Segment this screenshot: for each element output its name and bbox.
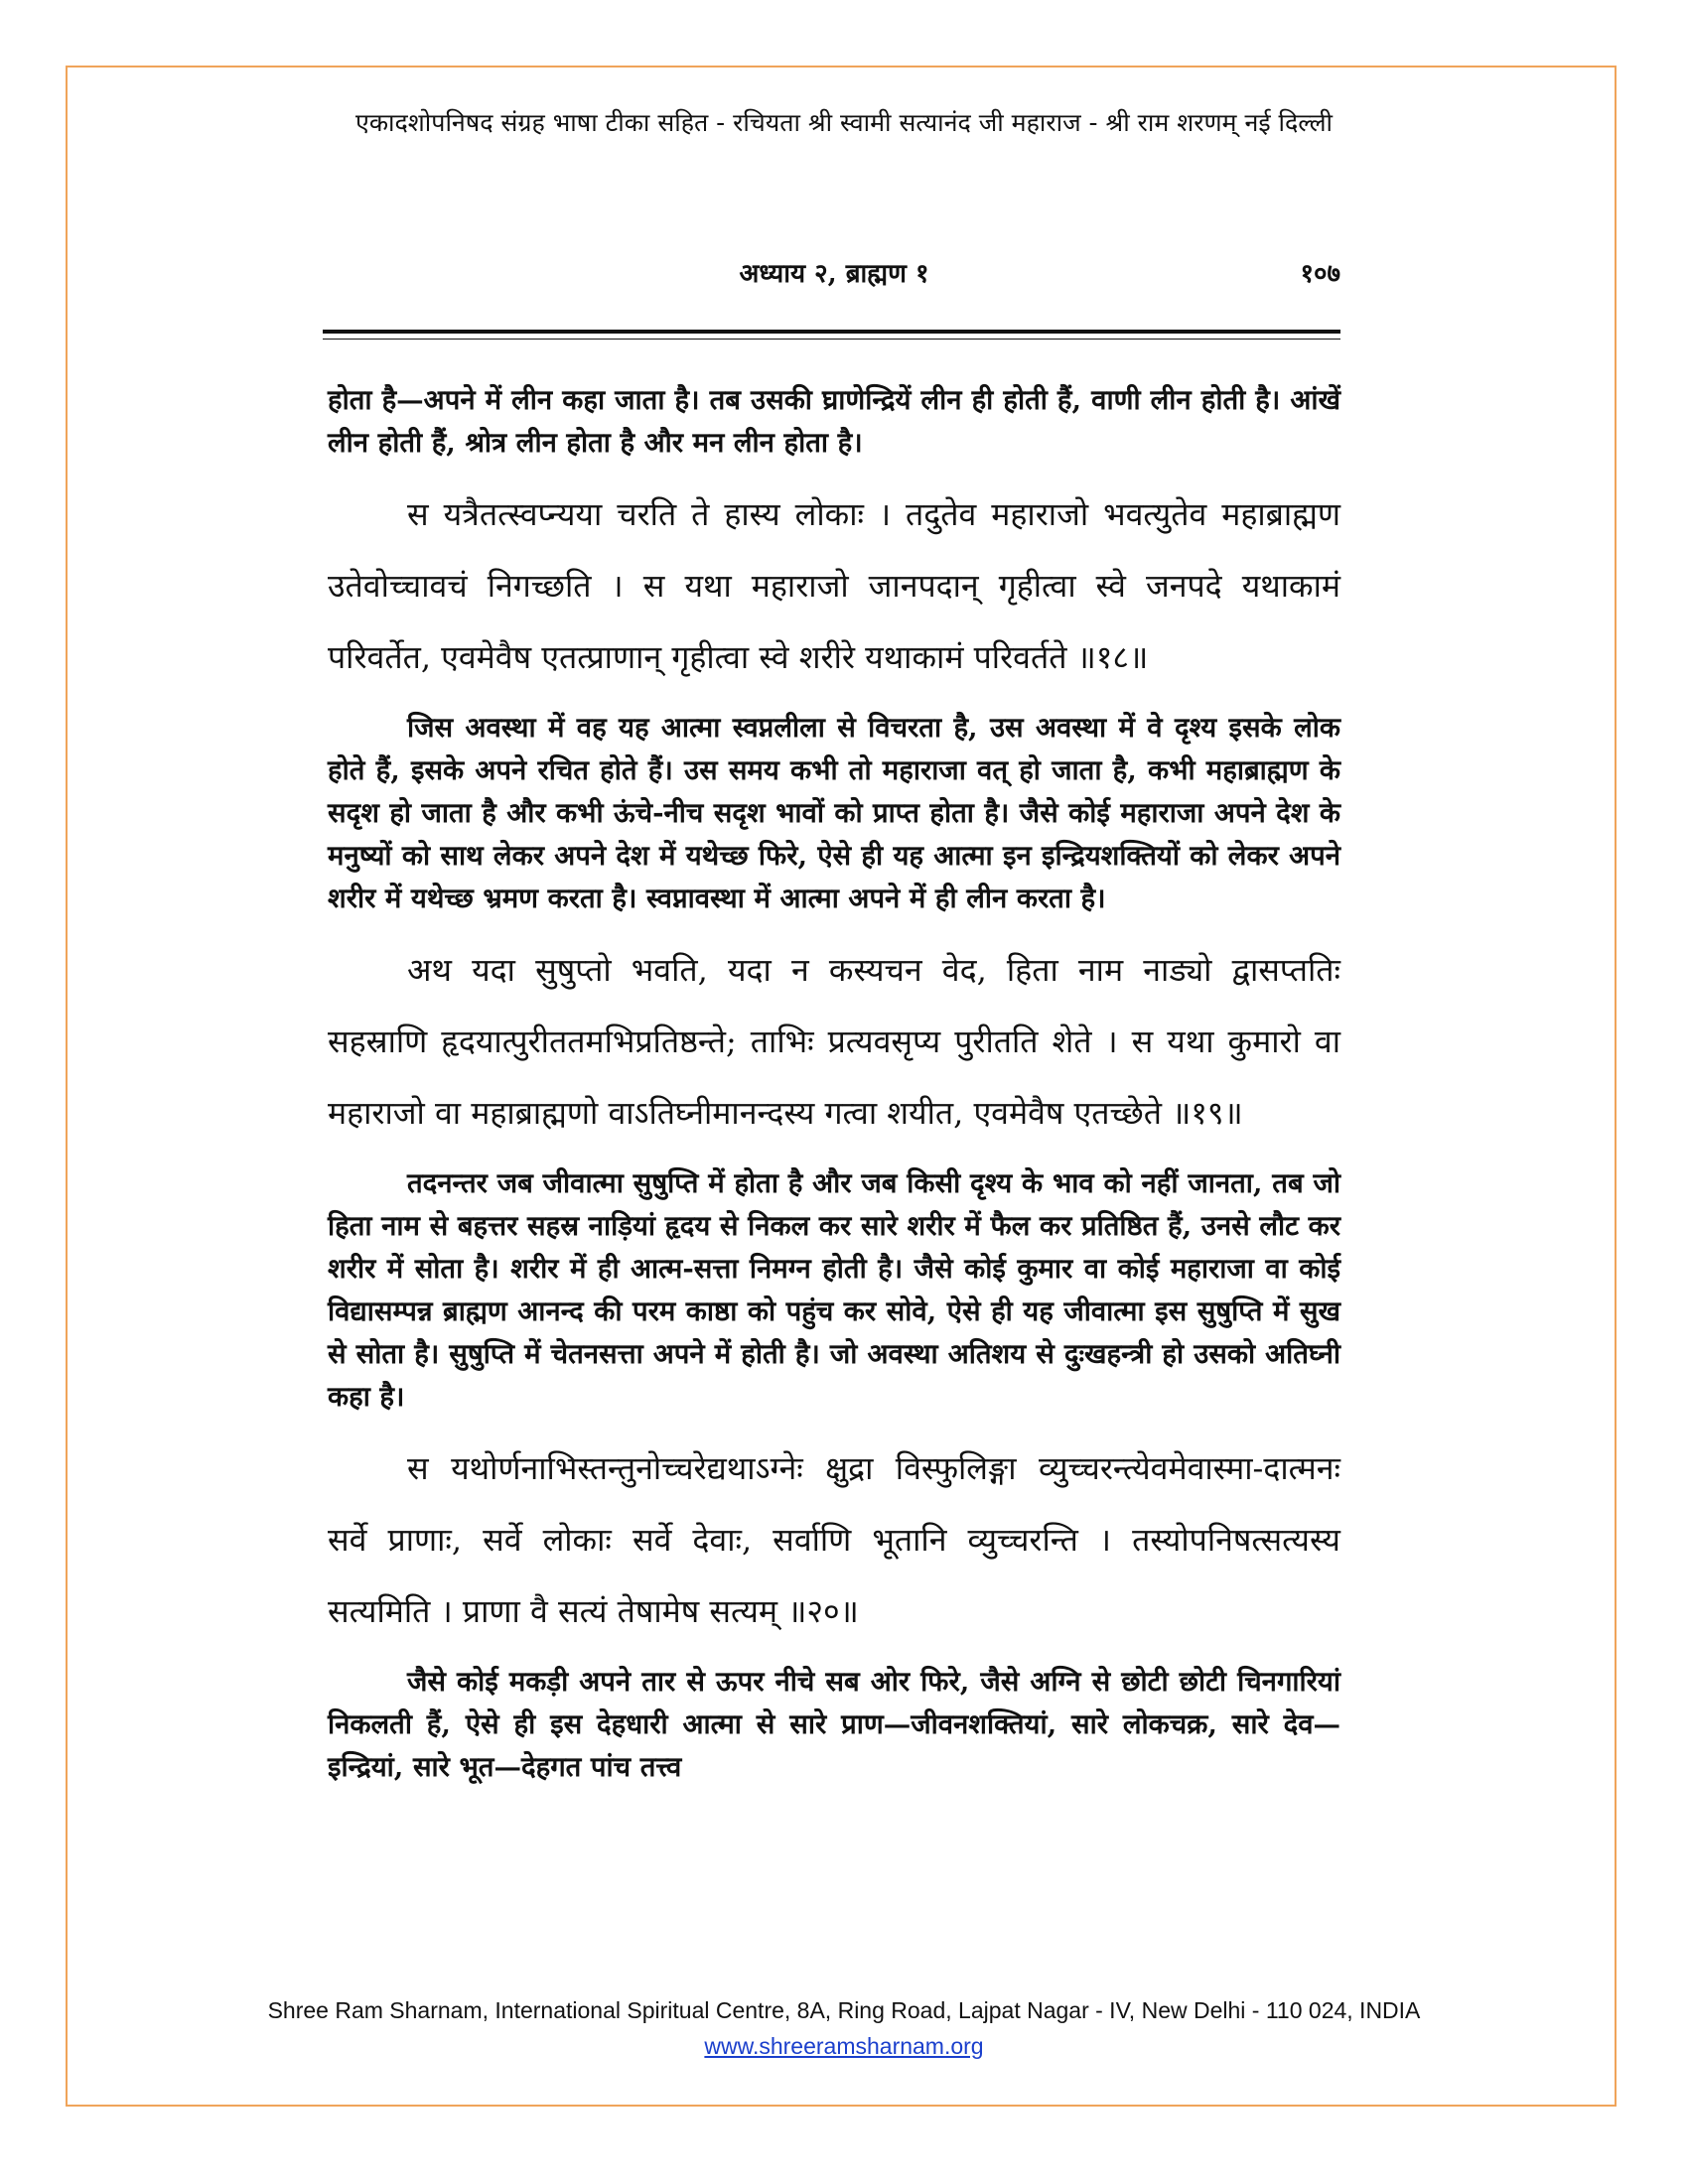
verse-sanskrit: अथ यदा सुषुप्तो भवति, यदा न कस्यचन वेद, हिता नाम नाड्यो द्वासप्ततिः सहस्राणि हृदयात्पुरीततमभिप्रतिष्ठन्ते; ताभिः प्रत्यवसृप्य पुरीतति शेते । स यथा कुमारो वा महाराजो वा महाब्राह्मणो वाऽतिघ्नीमानन्दस्य गत्वा शयीत, एवमेवैष एतच्छेते ॥१९॥	[328, 951, 1340, 1132]
header-rule-thin	[323, 339, 1340, 340]
paragraph-hindi: होता है—अपने में लीन कहा जाता है। तब उसकी घ्राणेन्द्रियें लीन ही होती हैं, वाणी लीन होती है। आंखें लीन होती हैं, श्रोत्र लीन होता है और मन लीन होता है।	[328, 384, 1340, 459]
verse-sanskrit: स यत्रैतत्स्वप्न्यया चरति ते हास्य लोकाः । तदुतेव महाराजो भवत्युतेव महाब्राह्मण उतेवोच्चावचं निगच्छति । स यथा महाराजो जानपदान् गृहीत्वा स्वे जनपदे यथाकामं परिवर्तेत, एवमेवैष एतत्प्राणान् गृहीत्वा स्वे शरीरे यथाकामं परिवर्तते ॥१८॥	[328, 495, 1340, 676]
page-body	[328, 379, 1340, 1789]
document-header: एकादशोपनिषद संग्रह भाषा टीका सहित - रचियता श्री स्वामी सत्यानंद जी महाराज - श्री राम शरणम् नई दिल्ली	[355, 108, 1333, 137]
page-number: १०७	[1300, 259, 1340, 289]
paragraph-hindi: जिस अवस्था में वह यह आत्मा स्वप्नलीला से विचरता है, उस अवस्था में वे दृश्य इसके लोक होते हैं, इसके अपने रचित होते हैं। उस समय कभी तो महाराजा वत् हो जाता है, कभी महाब्राह्मण के सदृश हो जाता है और कभी ऊंचे-नीच सदृश भावों को प्राप्त होता है। जैसे कोई महाराजा अपने देश के मनुष्यों को साथ लेकर अपने देश में यथेच्छ फिरे, ऐसे ही यह आत्मा इन इन्द्रियशक्तियों को लेकर अपने शरीर में यथेच्छ भ्रमण करता है। स्वप्नावस्था में आत्मा अपने में ही लीन करता है।	[328, 712, 1340, 914]
footer-address: Shree Ram Sharnam, International Spiritual Centre, 8A, Ring Road, Lajpat Nagar - IV, New Delhi - 110 024, INDIA	[267, 1997, 1421, 2023]
paragraph-hindi: जैसे कोई मकड़ी अपने तार से ऊपर नीचे सब ओर फिरे, जैसे अग्नि से छोटी छोटी चिनगारियां निकलती हैं, ऐसे ही इस देहधारी आत्मा से सारे प्राण—जीवनशक्तियां, सारे लोकचक्र, सारे देव—इन्द्रियां, सारे भूत—देहगत पांच तत्त्व	[328, 1666, 1340, 1783]
chapter-heading: अध्याय २, ब्राह्मण १	[739, 259, 929, 289]
running-head	[328, 254, 1340, 294]
website-link[interactable]: www.shreeramsharnam.org	[704, 2033, 984, 2059]
paragraph-hindi: तदनन्तर जब जीवात्मा सुषुप्ति में होता है और जब किसी दृश्य के भाव को नहीं जानता, तब जो हिता नाम से बहत्तर सहस्र नाड़ियां हृदय से निकल कर सारे शरीर में फैल कर प्रतिष्ठित हैं, उनसे लौट कर शरीर में सोता है। शरीर में ही आत्म-सत्ता निमग्न होती है। जैसे कोई कुमार वा कोई महाराजा वा कोई विद्यासम्पन्न ब्राह्मण आनन्द की परम काष्ठा को पहुंच कर सोवे, ऐसे ही यह जीवात्मा इस सुषुप्ति में सुख से सोता है। सुषुप्ति में चेतनसत्ता अपने में होती है। जो अवस्था अतिशय से दुःखहन्त्री हो उसको अतिघ्नी कहा है।	[328, 1167, 1340, 1413]
verse-sanskrit: स यथोर्णनाभिस्तन्तुनोच्चरेद्यथाऽग्नेः क्षुद्रा विस्फुलिङ्गा व्युच्चरन्त्येवमेवास्मा-दात्मनः सर्वे प्राणाः, सर्वे लोकाः सर्वे देवाः, सर्वाणि भूतानि व्युच्चरन्ति । तस्योपनिषत्सत्यस्य सत्यमिति । प्राणा वै सत्यं तेषामेष सत्यम् ॥२०॥	[328, 1449, 1340, 1630]
header-rule-thick	[323, 330, 1340, 334]
scanned-page	[298, 230, 1370, 1970]
